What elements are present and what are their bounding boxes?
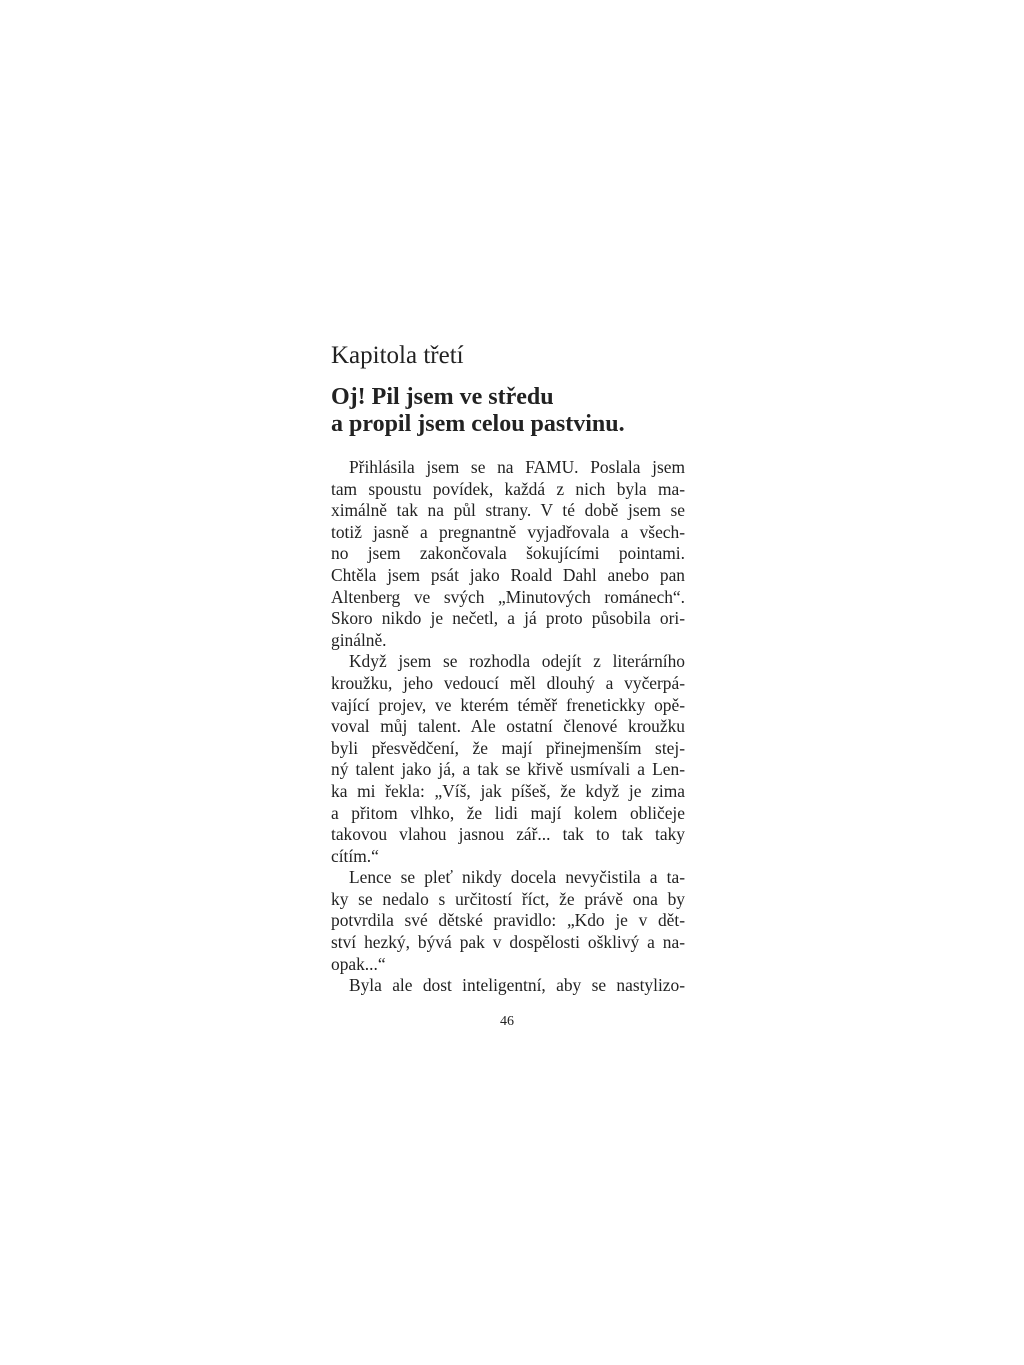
body-text [331,457,685,997]
text-line: voval můj talent. Ale ostatní členové kroužku [331,716,685,737]
text-line: byli přesvědčení, že mají přinejmenším stej- [331,737,685,758]
text-line: ximálně tak na půl strany. V té době jsem se [331,500,685,521]
chapter-label: Kapitola třetí [331,342,464,369]
text-line: Byla ale dost inteligentní, aby se nastylizo- [349,975,685,996]
text-line: kroužku, jeho vedoucí měl dlouhý a vyčerpá- [331,672,685,693]
text-line: ky se nedalo s určitostí říct, že právě ona by [331,888,685,909]
text-line: Chtěla jsem psát jako Roald Dahl anebo pan [331,564,685,585]
page-number: 46 [500,1014,514,1029]
chapter-title-line-1: Oj! Pil jsem ve středu [331,384,554,410]
text-line: takovou vlahou jasnou zář... tak to tak taky [331,824,685,845]
text-line: ka mi řekla: „Víš, jak píšeš, že když je zima [331,780,685,801]
text-line: cítím.“ [331,845,379,866]
text-line: potvrdila své dětské pravidlo: „Kdo je v dět- [331,910,685,931]
text-line: Když jsem se rozhodla odejít z literárního [349,651,685,672]
text-line: ný talent jako já, a tak se křivě usmívali a Len- [331,759,685,780]
text-line: Skoro nikdo je nečetl, a já proto působila ori- [331,608,685,629]
chapter-title [331,384,691,438]
text-line: opak...“ [331,953,386,974]
text-line: vající projev, ve kterém téměř frenetickky opě- [331,694,685,715]
text-line: Lence se pleť nikdy docela nevyčistila a ta- [349,867,685,888]
chapter-title-line-2: a propil jsem celou pastvinu. [331,411,625,437]
text-line: a přitom vlhko, že lidi mají kolem obličeje [331,802,685,823]
text-line: Altenberg ve svých „Minutových románech“. [331,586,685,607]
text-line: totiž jasně a pregnantně vyjadřovala a všech- [331,521,685,542]
text-line: no jsem zakončovala šokujícími pointami. [331,543,685,564]
text-line: Přihlásila jsem se na FAMU. Poslala jsem [349,457,685,477]
text-line: ství hezký, bývá pak v dospělosti ošklivý a na- [331,932,685,953]
text-line: ginálně. [331,629,387,650]
text-line: tam spoustu povídek, každá z nich byla ma- [331,478,685,499]
